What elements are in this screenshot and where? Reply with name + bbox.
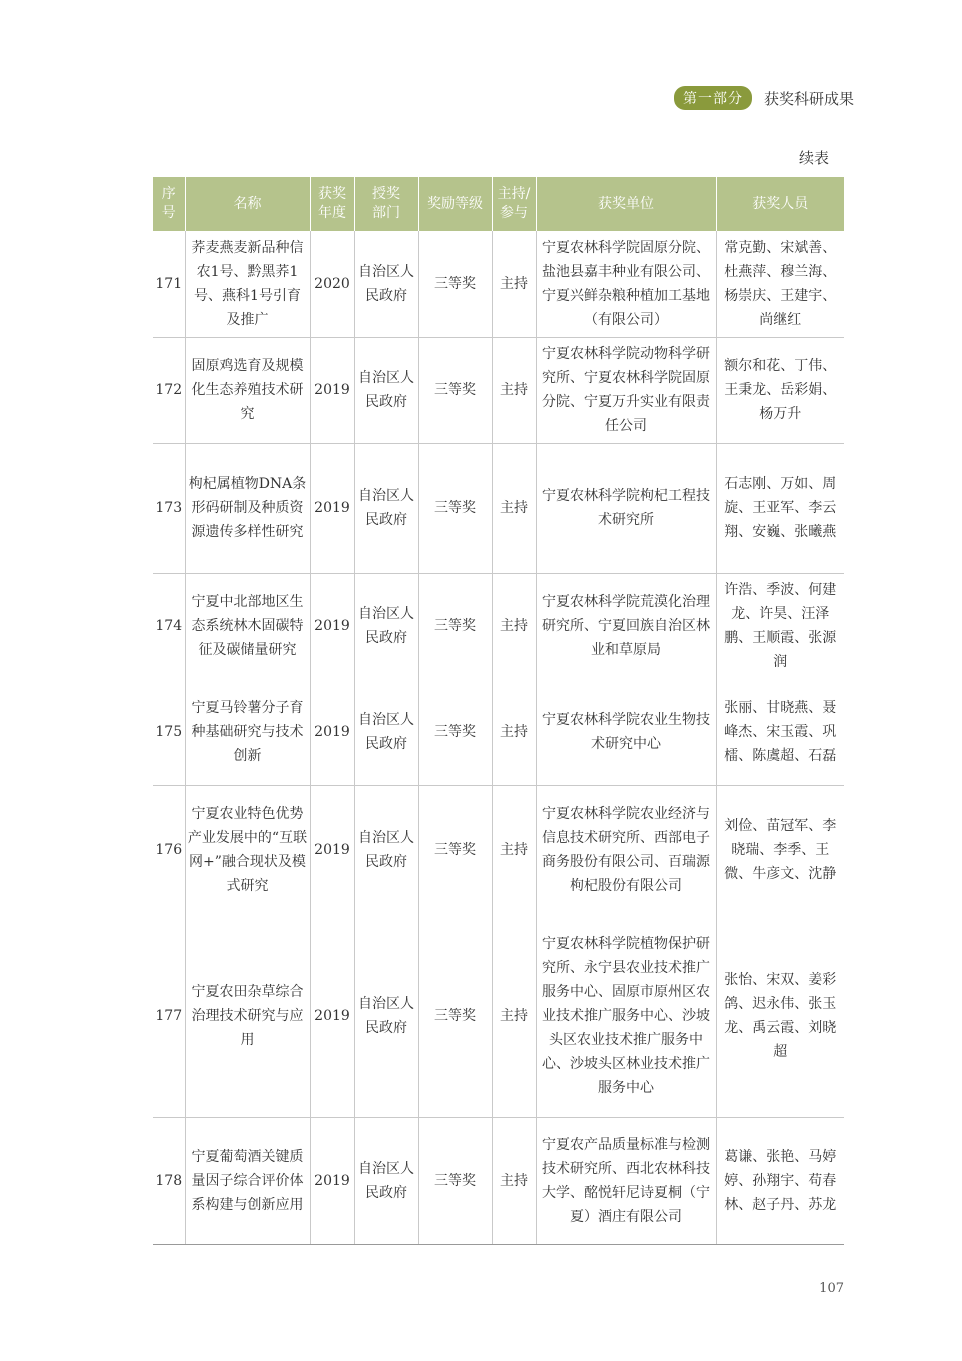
cell-year: 2019 [310,915,354,1117]
cell-no: 174 [155,618,183,635]
cell-role: 主持 [492,443,536,573]
cell-no: 171 [153,231,185,337]
cell-unit: 宁夏农林科学院农业生物技术研究中心 [536,679,716,785]
cell-unit: 宁夏农林科学院动物科学研究所、宁夏农林科学院固原分院、宁夏万升实业有限责任公司 [536,337,716,443]
cell-name: 固原鸡选育及规模化生态养殖技术研究 [185,337,310,443]
table-header-row [153,177,844,231]
cell-no: 176 [155,842,183,859]
cell-no: 175 [153,679,185,785]
cell-year: 2019 [310,573,354,679]
cell-name: 宁夏马铃薯分子育种基础研究与技术创新 [185,679,310,785]
cell-level: 三等奖 [418,1117,492,1244]
cell-dept: 自治区人民政府 [354,337,418,443]
table-row [153,915,844,1117]
cell-no: 178 [153,1117,185,1244]
table-row [153,443,844,573]
cell-dept: 自治区人民政府 [354,1117,418,1244]
cell-role: 主持 [492,231,536,337]
continued-label: 续表 [798,149,829,167]
cell-dept: 自治区人民政府 [354,915,418,1117]
cell-people: 张丽、甘晓燕、聂峰杰、宋玉霞、巩檑、陈虞超、石磊 [716,679,844,785]
cell-level: 三等奖 [418,573,492,679]
cell-year: 2019 [310,337,354,443]
cell-no: 173 [153,443,185,573]
cell-level: 三等奖 [418,679,492,785]
cell-role: 主持 [492,915,536,1117]
cell-no: 177 [153,915,185,1117]
cell-no: 172 [153,337,185,443]
cell-unit: 宁夏农林科学院农业经济与信息技术研究所、西部电子商务股份有限公司、百瑞源枸杞股份有限公司 [536,785,716,915]
cell-dept: 自治区人民政府 [354,785,418,915]
cell-dept: 自治区人民政府 [354,443,418,573]
running-header [674,86,854,110]
cell-role: 主持 [492,573,536,679]
cell-people: 葛谦、张艳、马婷婷、孙翔宇、苟春林、赵子丹、苏龙 [716,1117,844,1244]
cell-year: 2019 [310,785,354,915]
cell-name: 荞麦燕麦新品种信农1号、黔黑荞1号、燕科1号引育及推广 [185,231,310,337]
cell-name: 宁夏农业特色优势产业发展中的“互联网+”融合现状及模式研究 [185,785,310,915]
header-cell-name: 名称 [185,177,310,231]
cell-dept: 自治区人民政府 [354,231,418,337]
table-row [153,679,844,785]
cell-people: 张怡、宋双、姜彩鸽、迟永伟、张玉龙、禹云霞、刘晓超 [716,915,844,1117]
cell-name: 宁夏葡萄酒关键质量因子综合评价体系构建与创新应用 [185,1117,310,1244]
cell-people: 刘俭、苗冠军、李晓瑞、李季、王微、牛彦文、沈静 [716,785,844,915]
awards-table [153,177,844,1245]
part-badge: 第一部分 [674,86,752,110]
header-cell-unit: 获奖单位 [536,177,716,231]
cell-level: 三等奖 [418,443,492,573]
cell-unit: 宁夏农林科学院枸杞工程技术研究所 [536,443,716,573]
cell-dept: 自治区人民政府 [354,573,418,679]
header-cell-people: 获奖人员 [716,177,844,231]
header-cell-no: 序号 [153,177,185,231]
cell-year: 2019 [310,1117,354,1244]
cell-unit: 宁夏农林科学院荒漠化治理研究所、宁夏回族自治区林业和草原局 [536,573,716,679]
cell-year: 2019 [310,443,354,573]
table-row [153,231,844,337]
cell-people: 许浩、季波、何建龙、许昊、汪泽鹏、王顺霞、张源润 [716,573,844,679]
cell-level: 三等奖 [418,785,492,915]
cell-unit: 宁夏农林科学院植物保护研究所、永宁县农业技术推广服务中心、固原市原州区农业技术推广服务中心、沙坡头区农业技术推广服务中心、沙坡头区林业技术推广服务中心 [536,915,716,1117]
table-row [153,785,844,915]
cell-level: 三等奖 [418,231,492,337]
cell-people: 石志刚、万如、周旋、王亚军、李云翔、安巍、张曦燕 [716,443,844,573]
cell-year: 2019 [310,679,354,785]
header-cell-role: 主持/参与 [492,177,536,231]
header-cell-year: 获奖年度 [310,177,354,231]
cell-name: 枸杞属植物DNA条形码研制及种质资源遗传多样性研究 [185,443,310,573]
cell-people: 常克勤、宋斌善、杜燕萍、穆兰海、杨崇庆、王建宇、尚继红 [716,231,844,337]
cell-role: 主持 [492,337,536,443]
header-cell-level: 奖励等级 [418,177,492,231]
page-number: 107 [819,1281,844,1296]
cell-name: 宁夏中北部地区生态系统林木固碳特征及碳储量研究 [185,573,310,679]
table-row [153,573,844,679]
table-row [153,337,844,443]
cell-role: 主持 [492,785,536,915]
cell-level: 三等奖 [418,915,492,1117]
cell-people: 额尔和花、丁伟、王秉龙、岳彩娟、杨万升 [716,337,844,443]
cell-level: 三等奖 [418,337,492,443]
section-title: 获奖科研成果 [764,89,855,108]
cell-role: 主持 [492,679,536,785]
cell-year: 2020 [310,231,354,337]
cell-role: 主持 [492,1117,536,1244]
cell-unit: 宁夏农产品质量标准与检测技术研究所、西北农林科技大学、酩悦轩尼诗夏桐（宁夏）酒庄有限公司 [536,1117,716,1244]
table-row [153,1117,844,1244]
cell-dept: 自治区人民政府 [354,679,418,785]
cell-name: 宁夏农田杂草综合治理技术研究与应用 [185,915,310,1117]
header-cell-dept: 授奖部门 [354,177,418,231]
cell-unit: 宁夏农林科学院固原分院、盐池县嘉丰种业有限公司、宁夏兴鲜杂粮种植加工基地（有限公司） [536,231,716,337]
